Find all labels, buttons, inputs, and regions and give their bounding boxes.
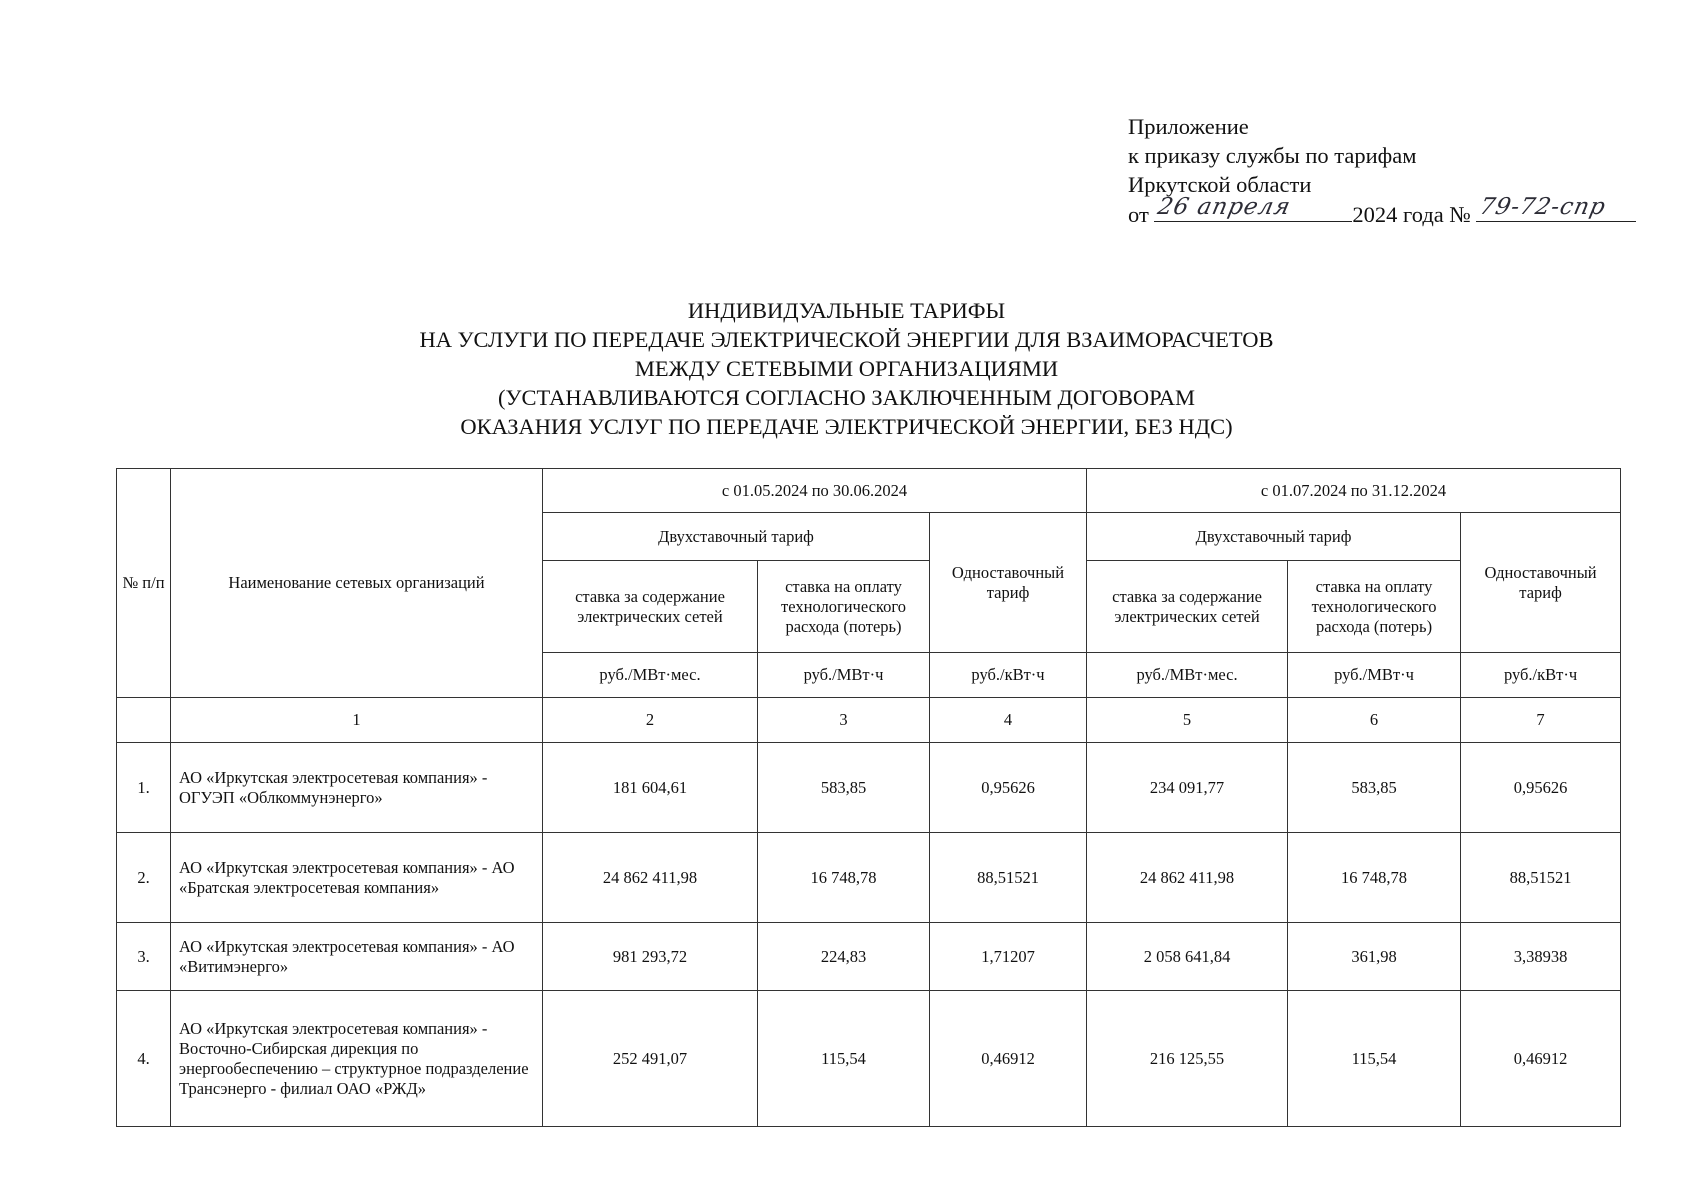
header-maintenance-2: ставка за содержание электрических сетей [1087,561,1288,653]
header-period-1: с 01.05.2024 по 30.06.2024 [543,469,1087,513]
row-value-2: 24 862 411,98 [543,833,758,923]
row-org-name: АО «Иркутская электросетевая компания» - ОГУЭП «Облкоммунэнерго» [171,743,543,833]
row-num: 3. [117,923,171,991]
row-value-4: 88,51521 [930,833,1087,923]
title-line-4: (УСТАНАВЛИВАЮТСЯ СОГЛАСНО ЗАКЛЮЧЕННЫМ ДОГОВОРАМ [498,385,1195,410]
title-line-3: МЕЖДУ СЕТЕВЫМИ ОРГАНИЗАЦИЯМИ [634,356,1059,381]
row-value-5: 2 058 641,84 [1087,923,1288,991]
column-number-7: 7 [1461,698,1621,743]
header-two-rate-1: Двухставочный тариф [543,513,930,561]
row-value-7: 3,38938 [1461,923,1621,991]
row-value-3: 16 748,78 [758,833,930,923]
row-value-4: 0,95626 [930,743,1087,833]
table-row [117,833,1621,923]
row-org-name: АО «Иркутская электросетевая компания» - Восточно-Сибирская дирекция по энергообеспечению – структурное подразделение Трансэнерго - филиал ОАО «РЖД» [171,991,543,1127]
unit-col-3: руб./МВт·ч [758,653,930,698]
row-org-name: АО «Иркутская электросетевая компания» - АО «Витимэнерго» [171,923,543,991]
row-value-3: 224,83 [758,923,930,991]
row-value-5: 24 862 411,98 [1087,833,1288,923]
appendix-line-2: к приказу службы по тарифам [1128,143,1417,168]
row-num: 4. [117,991,171,1127]
row-org-name: АО «Иркутская электросетевая компания» - АО «Братская электросетевая компания» [171,833,543,923]
table-row [117,923,1621,991]
document-title [0,296,1693,441]
unit-col-7: руб./кВт·ч [1461,653,1621,698]
handwritten-date: 26 апреля [1155,194,1294,220]
date-blank [1154,194,1352,222]
header-losses-2: ставка на оплату технологического расхода (потерь) [1288,561,1461,653]
row-num: 1. [117,743,171,833]
row-value-2: 252 491,07 [543,991,758,1127]
header-period-2: с 01.07.2024 по 31.12.2024 [1087,469,1621,513]
row-value-3: 115,54 [758,991,930,1127]
unit-col-2: руб./МВт·мес. [543,653,758,698]
header-maintenance-1: ставка за содержание электрических сетей [543,561,758,653]
row-value-6: 16 748,78 [1288,833,1461,923]
appendix-block [1128,112,1636,229]
row-value-7: 0,95626 [1461,743,1621,833]
table-row [117,743,1621,833]
row-value-7: 88,51521 [1461,833,1621,923]
unit-col-5: руб./МВт·мес. [1087,653,1288,698]
appendix-line-1: Приложение [1128,114,1249,139]
unit-col-4: руб./кВт·ч [930,653,1087,698]
table-row [117,991,1621,1127]
title-line-2: НА УСЛУГИ ПО ПЕРЕДАЧЕ ЭЛЕКТРИЧЕСКОЙ ЭНЕРГИИ ДЛЯ ВЗАИМОРАСЧЕТОВ [419,327,1274,352]
row-value-6: 583,85 [1288,743,1461,833]
row-value-5: 216 125,55 [1087,991,1288,1127]
row-value-6: 361,98 [1288,923,1461,991]
row-value-3: 583,85 [758,743,930,833]
header-num: № п/п [117,469,171,698]
row-value-4: 0,46912 [930,991,1087,1127]
row-value-4: 1,71207 [930,923,1087,991]
row-value-6: 115,54 [1288,991,1461,1127]
handwritten-number: 79-72-спр [1477,194,1609,220]
number-blank [1476,194,1636,222]
column-number-1: 1 [171,698,543,743]
row-num: 2. [117,833,171,923]
row-value-2: 181 604,61 [543,743,758,833]
date-prefix: от [1128,202,1149,227]
row-value-5: 234 091,77 [1087,743,1288,833]
header-single-rate-1: Одноставочный тариф [930,513,1087,653]
column-number-5: 5 [1087,698,1288,743]
column-number-6: 6 [1288,698,1461,743]
header-two-rate-2: Двухставочный тариф [1087,513,1461,561]
appendix-line-3: Иркутской области [1128,172,1312,197]
column-number-3: 3 [758,698,930,743]
header-row-periods [117,469,1621,513]
header-single-rate-2: Одноставочный тариф [1461,513,1621,653]
column-number-4: 4 [930,698,1087,743]
year-text: 2024 года № [1352,202,1471,227]
row-value-2: 981 293,72 [543,923,758,991]
column-number-2: 2 [543,698,758,743]
title-line-1: ИНДИВИДУАЛЬНЫЕ ТАРИФЫ [687,298,1006,323]
row-value-7: 0,46912 [1461,991,1621,1127]
header-name: Наименование сетевых организаций [171,469,543,698]
title-line-5: ОКАЗАНИЯ УСЛУГ ПО ПЕРЕДАЧЕ ЭЛЕКТРИЧЕСКОЙ ЭНЕРГИИ, БЕЗ НДС) [460,414,1233,439]
header-losses-1: ставка на оплату технологического расхода (потерь) [758,561,930,653]
unit-col-6: руб./МВт·ч [1288,653,1461,698]
column-number-blank [117,698,171,743]
appendix-date-line [1128,194,1636,229]
column-numbers-row [117,698,1621,743]
tariffs-table [116,468,1621,1127]
